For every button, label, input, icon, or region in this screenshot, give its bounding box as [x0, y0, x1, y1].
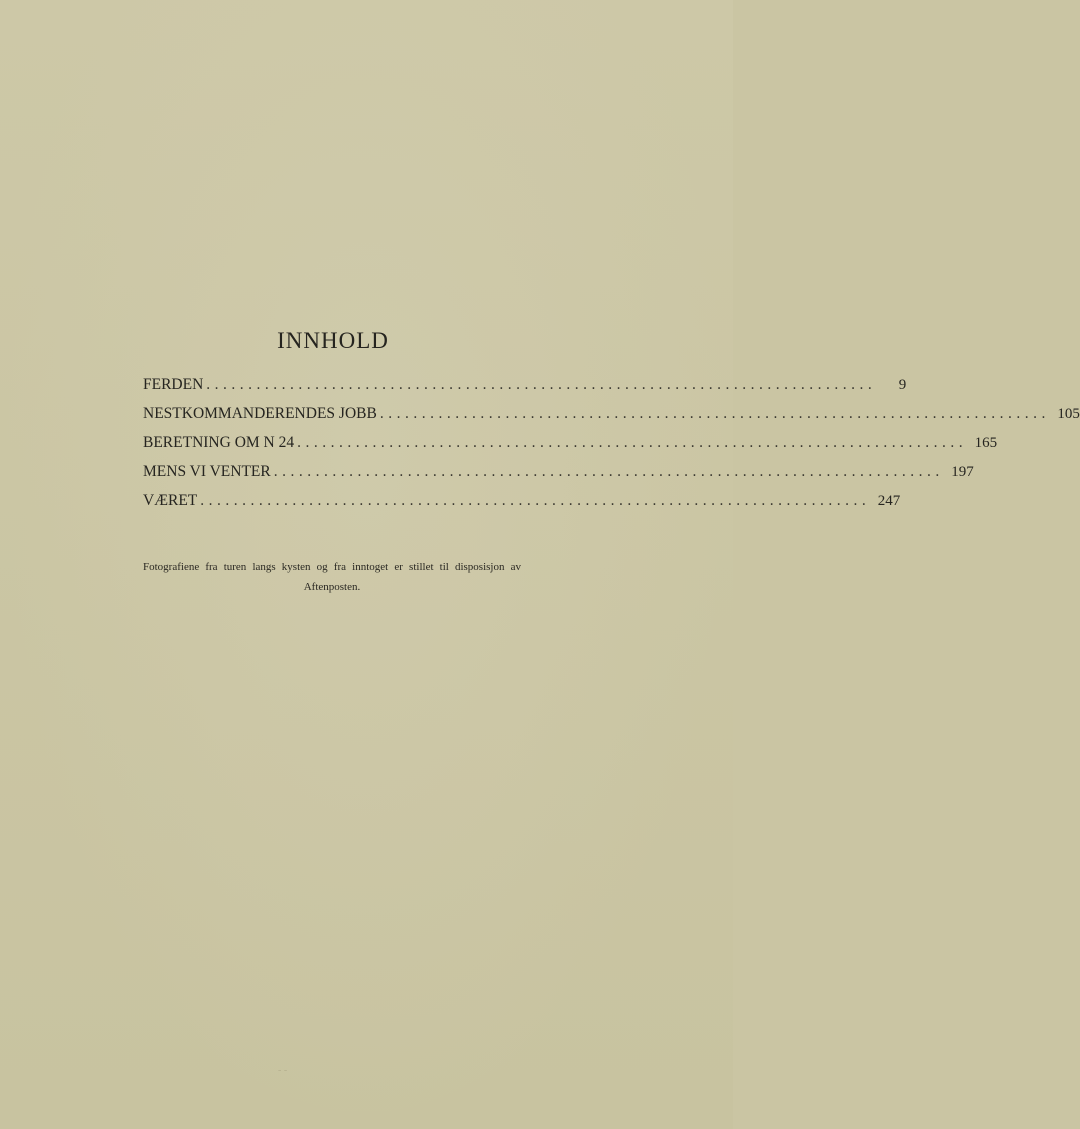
toc-entry-page: 165 — [974, 435, 998, 451]
toc-leader-dots: ................................................................................ — [200, 492, 871, 509]
toc-entry-page: 197 — [951, 464, 974, 480]
table-of-contents — [143, 370, 1080, 515]
toc-leader-dots: ................................................................................ — [297, 434, 968, 451]
toc-entry-label: FERDEN — [143, 376, 204, 393]
footer-mark: - - — [278, 1065, 288, 1076]
photo-credit-note: Fotografiene fra turen langs kysten og fra inntoget er stillet til disposisjon av Aftenposten. — [143, 561, 521, 593]
toc-entry — [143, 428, 998, 457]
toc-entry — [143, 486, 901, 515]
toc-entry-page: 105 — [1057, 406, 1080, 422]
toc-entry-label: NESTKOMMANDERENDES JOBB — [143, 405, 377, 422]
toc-leader-dots: ................................................................................ — [273, 463, 944, 480]
toc-entry — [143, 370, 907, 399]
toc-leader-dots: ................................................................................ — [206, 376, 877, 393]
toc-entry — [143, 457, 974, 486]
toc-entry — [143, 399, 1080, 428]
toc-entry-label: MENS VI VENTER — [143, 463, 271, 480]
toc-entry-label: VÆRET — [143, 492, 198, 509]
toc-entry-page: 9 — [898, 377, 907, 393]
toc-entry-page: 247 — [877, 493, 901, 509]
toc-leader-dots: ................................................................................ — [379, 405, 1050, 422]
page-title: INNHOLD — [277, 328, 389, 353]
toc-entry-label: BERETNING OM N 24 — [143, 434, 295, 451]
